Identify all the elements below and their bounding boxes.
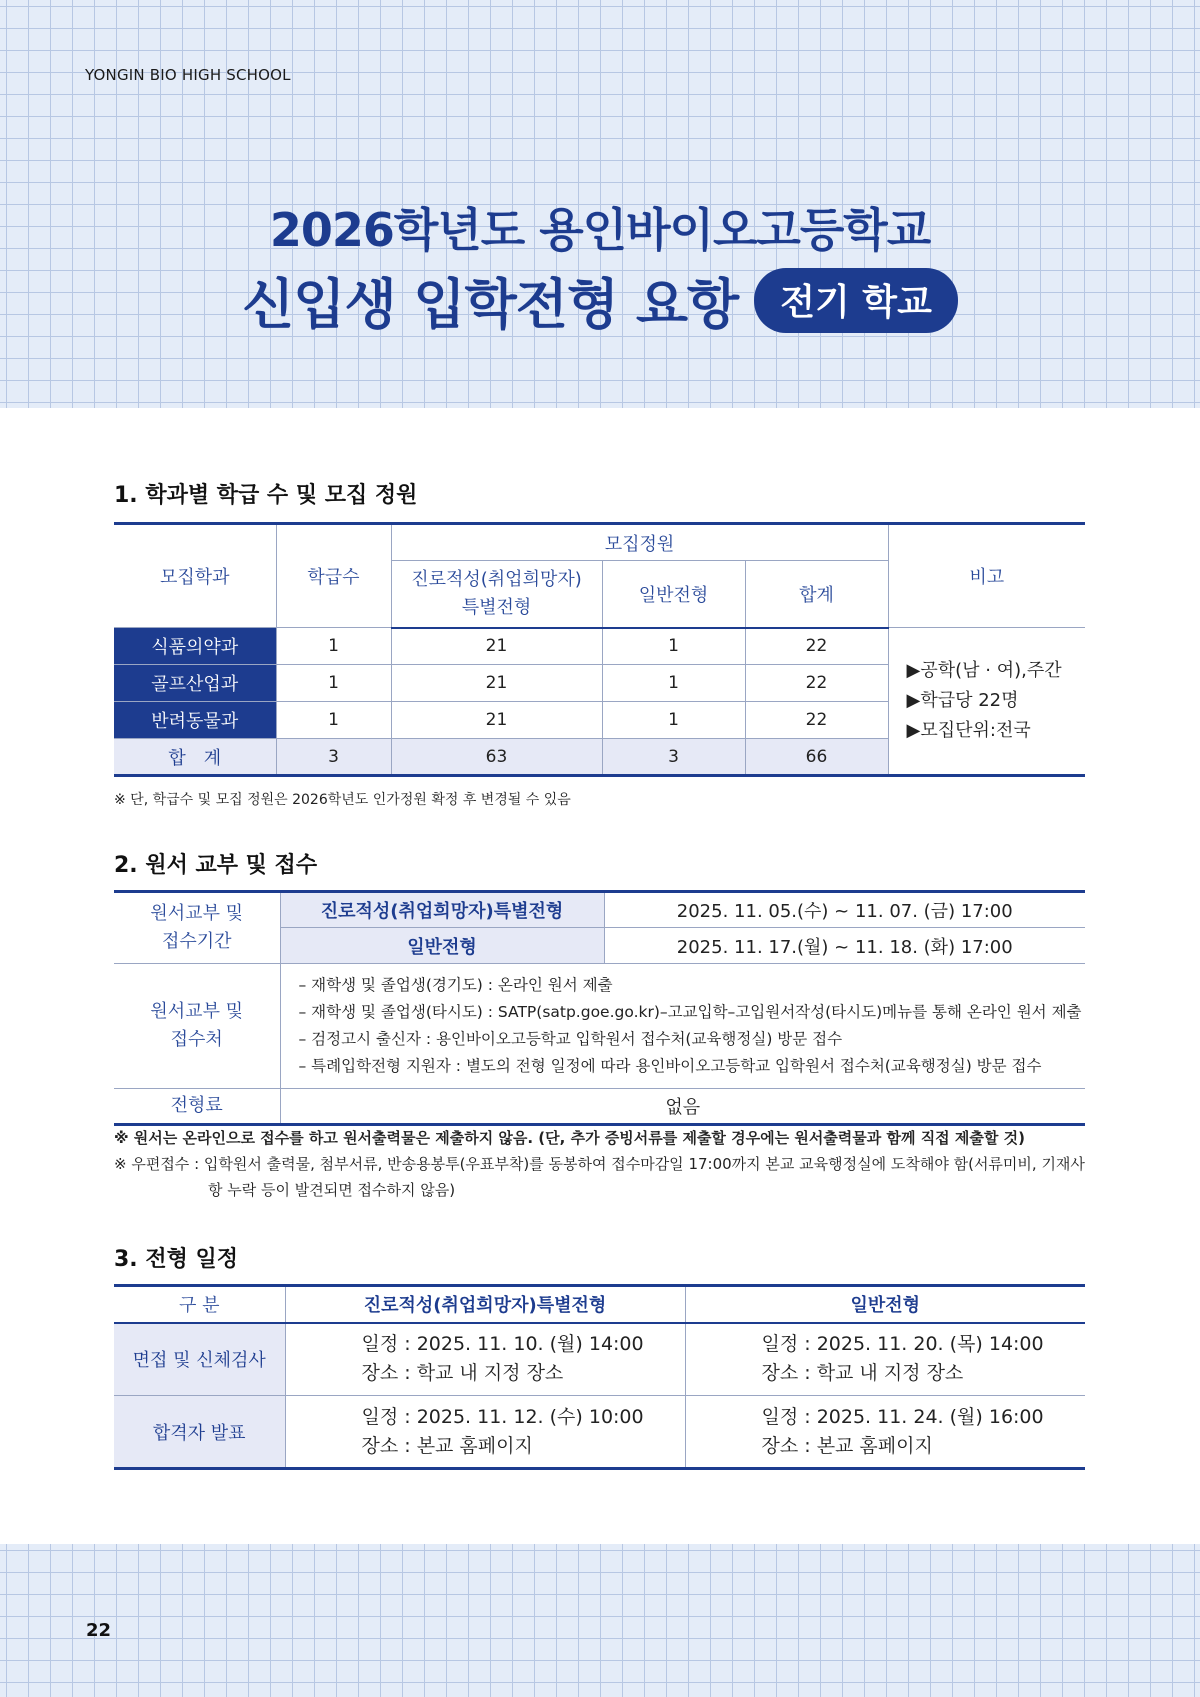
special-schedule <box>285 1396 685 1469</box>
dept-name: 골프산업과 <box>114 665 276 702</box>
schedule-date: 일정 : 2025. 11. 24. (월) 16:00 <box>761 1405 1044 1428</box>
schedule-place: 장소 : 학교 내 지정 장소 <box>761 1362 964 1385</box>
total-general: 3 <box>602 739 745 776</box>
schedule-place: 장소 : 학교 내 지정 장소 <box>361 1362 564 1385</box>
total-classes: 3 <box>276 739 391 776</box>
dept-name: 반려동물과 <box>114 702 276 739</box>
schedule-table <box>114 1284 1085 1470</box>
period-date: 2025. 11. 17.(월) ~ 11. 18. (화) 17:00 <box>604 928 1085 964</box>
total-label: 합 계 <box>114 739 276 776</box>
special-value: 21 <box>391 702 602 739</box>
general-value: 1 <box>602 665 745 702</box>
header-remarks: 비고 <box>888 524 1085 628</box>
special-value: 21 <box>391 665 602 702</box>
fee-value: 없음 <box>280 1089 1085 1125</box>
place-label <box>114 964 280 1089</box>
application-table <box>114 890 1085 1126</box>
grid-background-bottom <box>0 1544 1200 1697</box>
general-schedule <box>685 1323 1085 1396</box>
row-label: 면접 및 신체검사 <box>114 1323 285 1396</box>
general-value: 1 <box>602 702 745 739</box>
header-general: 일반전형 <box>685 1286 1085 1323</box>
place-label-line1: 원서교부 및 <box>150 1001 244 1022</box>
period-label-line2: 접수기간 <box>161 931 232 952</box>
page-title-line2: 신입생 입학전형 요항 <box>242 273 739 336</box>
table-row <box>114 1396 1085 1469</box>
schedule-date: 일정 : 2025. 11. 10. (월) 14:00 <box>361 1333 644 1356</box>
remark-item: ▶모집단위:전국 <box>906 720 1031 741</box>
period-label <box>114 892 280 964</box>
row-label: 합격자 발표 <box>114 1396 285 1469</box>
schedule-date: 일정 : 2025. 11. 20. (목) 14:00 <box>761 1333 1044 1356</box>
schedule-place: 장소 : 본교 홈페이지 <box>761 1434 933 1457</box>
school-name-tag: YONGIN BIO HIGH SCHOOL <box>85 66 291 84</box>
special-schedule <box>285 1323 685 1396</box>
section3-title: 3. 전형 일정 <box>114 1247 238 1272</box>
header-quota: 모집정원 <box>391 524 888 561</box>
list-item: – 재학생 및 졸업생(타시도) : SATP(satp.goe.go.kr)–고교입학–고입원서작성(타시도)메뉴를 통해 온라인 원서 제출 <box>298 1003 1082 1021</box>
special-value: 21 <box>391 628 602 665</box>
header-category: 구 분 <box>114 1286 285 1323</box>
dept-name: 식품의약과 <box>114 628 276 665</box>
header-general: 일반전형 <box>602 561 745 628</box>
header-special <box>391 561 602 628</box>
total-special: 63 <box>391 739 602 776</box>
list-item: – 특례입학전형 지원자 : 별도의 전형 일정에 따라 용인바이오고등학교 입학원서 접수처(교육행정실) 방문 접수 <box>298 1057 1042 1075</box>
header-dept: 모집학과 <box>114 524 276 628</box>
sum-value: 22 <box>745 628 888 665</box>
schedule-place: 장소 : 본교 홈페이지 <box>361 1434 533 1457</box>
classes-value: 1 <box>276 702 391 739</box>
page-number: 22 <box>86 1620 112 1641</box>
remark-item: ▶학급당 22명 <box>906 690 1019 711</box>
note-online: ※ 원서는 온라인으로 접수를 하고 원서출력물은 제출하지 않음. (단, 추가 증빙서류를 제출할 경우에는 원서출력물과 함께 직접 제출할 것) <box>114 1129 1025 1147</box>
sum-value: 22 <box>745 702 888 739</box>
header-special-line2: 특별전형 <box>461 596 532 618</box>
quota-table <box>114 522 1085 777</box>
header-sum: 합계 <box>745 561 888 628</box>
table-row <box>114 628 1085 665</box>
list-item: – 재학생 및 졸업생(경기도) : 온라인 원서 제출 <box>298 976 613 994</box>
section2-title: 2. 원서 교부 및 접수 <box>114 853 318 878</box>
note-mail: ※ 우편접수 : 입학원서 출력물, 첨부서류, 반송용봉투(우표부착)를 동봉하여 접수마감일 17:00까지 본교 교육행정실에 도착해야 함(서류미비, 기재사항 누락 등이 발견되면 접수하지 않음) <box>114 1155 1085 1199</box>
general-schedule <box>685 1396 1085 1469</box>
period-date: 2025. 11. 05.(수) ~ 11. 07. (금) 17:00 <box>604 892 1085 928</box>
section2-notes <box>114 1125 1094 1203</box>
total-sum: 66 <box>745 739 888 776</box>
header-special-line1: 진로적성(취업희망자) <box>411 568 582 590</box>
place-list <box>280 964 1085 1089</box>
section1-title: 1. 학과별 학급 수 및 모집 정원 <box>114 483 418 508</box>
page-title-line2-wrap <box>0 262 1200 339</box>
header-classes: 학급수 <box>276 524 391 628</box>
classes-value: 1 <box>276 665 391 702</box>
school-type-badge: 전기 학교 <box>754 268 958 333</box>
place-label-line2: 접수처 <box>170 1029 223 1050</box>
remarks-cell <box>888 628 1085 776</box>
fee-label: 전형료 <box>114 1089 280 1125</box>
period-type: 일반전형 <box>280 928 604 964</box>
list-item: – 검정고시 출신자 : 용인바이오고등학교 입학원서 접수처(교육행정실) 방문 접수 <box>298 1030 843 1048</box>
period-type: 진로적성(취업희망자)특별전형 <box>280 892 604 928</box>
table-row <box>114 1323 1085 1396</box>
sum-value: 22 <box>745 665 888 702</box>
page-title-line1: 2026학년도 용인바이오고등학교 <box>269 203 931 257</box>
classes-value: 1 <box>276 628 391 665</box>
remark-item: ▶공학(남 · 여),주간 <box>906 660 1062 681</box>
period-label-line1: 원서교부 및 <box>150 903 244 924</box>
schedule-date: 일정 : 2025. 11. 12. (수) 10:00 <box>361 1405 644 1428</box>
header-special: 진로적성(취업희망자)특별전형 <box>285 1286 685 1323</box>
general-value: 1 <box>602 628 745 665</box>
section1-footnote: ※ 단, 학급수 및 모집 정원은 2026학년도 인가정원 확정 후 변경될 수 있음 <box>114 792 571 808</box>
